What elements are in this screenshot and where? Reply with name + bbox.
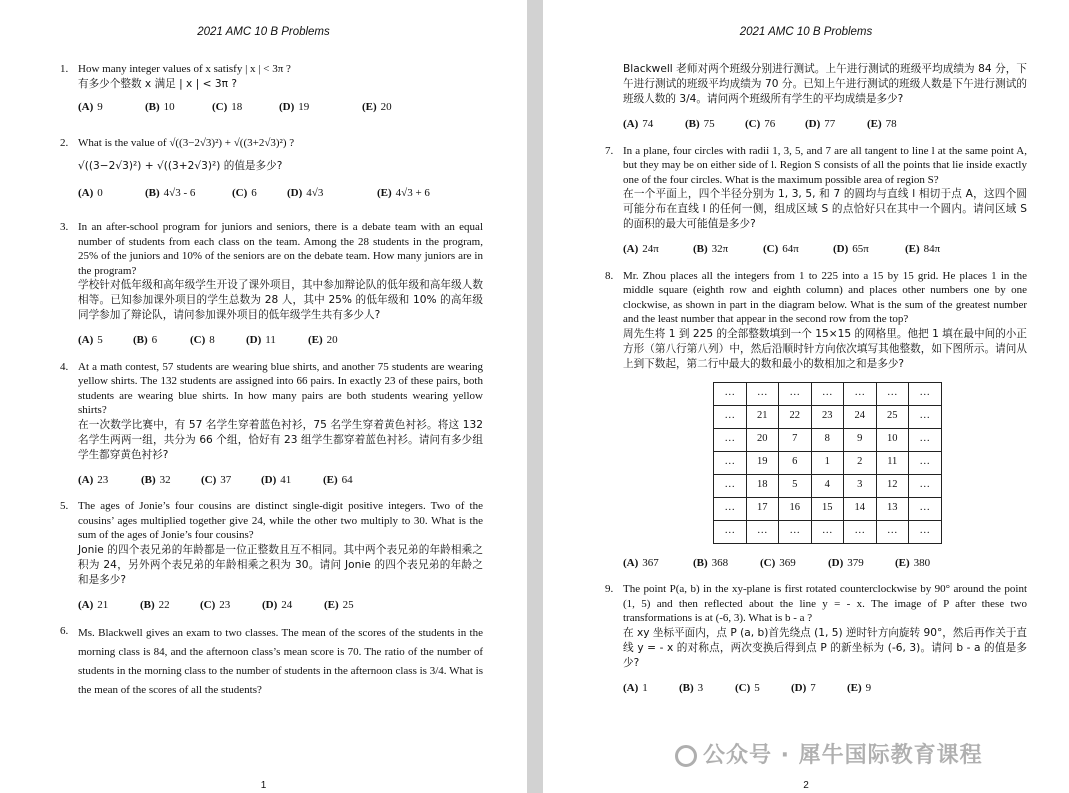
wechat-icon bbox=[675, 745, 697, 767]
grid-cell: … bbox=[779, 382, 812, 405]
choice-d: (D) 77 bbox=[805, 118, 836, 130]
problem-6-continued bbox=[605, 62, 1027, 132]
grid-cell: … bbox=[909, 405, 942, 428]
problem-number: 6. bbox=[60, 625, 69, 637]
problem-number: 5. bbox=[60, 500, 69, 512]
grid-cell: … bbox=[876, 520, 909, 543]
choice-e: (E) 4√3 + 6 bbox=[377, 186, 430, 199]
problem-text-zh: 在一个平面上，四个半径分别为 1, 3, 5, 和 7 的圆均与直线 l 相切于点 A，这四个圆可能分布在直线 l 的任何一侧，组成区域 S 的点恰好只在其中一个圆内。请问区域 S 的面积的最大可能值是多少? bbox=[623, 188, 1027, 230]
answer-choices bbox=[78, 473, 483, 488]
grid-cell: 2 bbox=[844, 451, 877, 474]
choice-b: (B) 22 bbox=[140, 598, 170, 611]
grid-cell: … bbox=[714, 474, 747, 497]
choice-e: (E) 78 bbox=[867, 118, 897, 130]
answer-choices bbox=[78, 100, 483, 115]
choice-c: (C) 64π bbox=[763, 243, 799, 255]
grid-cell: 19 bbox=[746, 451, 779, 474]
problem-6 bbox=[60, 624, 483, 700]
grid-cell: … bbox=[714, 497, 747, 520]
grid-cell: … bbox=[779, 520, 812, 543]
grid-cell: … bbox=[746, 520, 779, 543]
problem-text-zh: 学校针对低年级和高年级学生开设了课外项目，其中参加辩论队的低年级和高年级人数相等。已知参加课外项目的学生总数为 28 人，其中 25% 的低年级和 10% 的高年级同学参加了辩论队，请问参加课外项目的低年级学生共有多少人? bbox=[78, 279, 483, 321]
choice-e: (E) 20 bbox=[362, 100, 392, 113]
choice-e: (E) 20 bbox=[308, 334, 338, 346]
choice-d: (D) 19 bbox=[279, 100, 310, 113]
page-number: 1 bbox=[260, 780, 267, 791]
grid-cell: … bbox=[714, 520, 747, 543]
grid-cell: 25 bbox=[876, 405, 909, 428]
choice-b: (B) 32 bbox=[141, 473, 171, 486]
grid-cell: 5 bbox=[779, 474, 812, 497]
problem-text-zh: 周先生将 1 到 225 的全部整数填到一个 15×15 的网格里。他把 1 填在最中间的小正方形（第八行第八列）中，然后沿顺时针方向依次填写其他整数，如下图所示。请问从上到下数起，第二行中最大的数和最小的数相加之和是多少? bbox=[623, 327, 1027, 370]
choice-b: (B) 368 bbox=[693, 556, 729, 569]
choice-a: (A) 5 bbox=[78, 334, 103, 346]
problem-5 bbox=[60, 499, 483, 612]
grid-cell: … bbox=[844, 382, 877, 405]
grid-cell: … bbox=[714, 428, 747, 451]
choice-b: (B) 32π bbox=[693, 243, 729, 255]
page-2-body bbox=[605, 62, 1027, 695]
grid-cell: 1 bbox=[811, 451, 844, 474]
choice-c: (C) 37 bbox=[201, 473, 232, 486]
grid-row bbox=[714, 474, 942, 497]
problem-text-en: At a math contest, 57 students are wearing blue shirts, and another 75 students are wearing yellow shirts. The 132 students are assigned into 66 pairs. In exactly 23 of these pairs, both students are wearing blue shirts. In how many pairs are both students wearing yellow shirts? bbox=[78, 360, 483, 416]
choice-b: (B) 10 bbox=[145, 100, 175, 113]
problem-number: 8. bbox=[605, 269, 614, 282]
problem-text-en: In a plane, four circles with radii 1, 3, 5, and 7 are all tangent to line l at the same point A, but they may be on either side of l. Region S consists of all the points that lie inside exactly one of the four circles. What is the maximum possible area of region S? bbox=[623, 144, 1027, 186]
page-1 bbox=[0, 0, 527, 793]
problem-4 bbox=[60, 360, 483, 488]
choice-b: (B) 75 bbox=[685, 118, 715, 130]
grid-cell: 7 bbox=[779, 428, 812, 451]
grid-cell: … bbox=[714, 382, 747, 405]
problem-text-en: How many integer values of x satisfy | x | < 3π ? bbox=[78, 63, 291, 75]
choice-a: (A) 9 bbox=[78, 100, 103, 113]
problem-text-zh: 在 xy 坐标平面内，点 P (a, b)首先绕点 (1, 5) 逆时针方向旋转 90°，然后再作关于直线 y = - x 的对称点，两次变换后得到点 P 的新坐标为 (-6, 3)。请问 b - a 的值是多少? bbox=[623, 626, 1028, 669]
choice-b: (B) 4√3 - 6 bbox=[145, 186, 196, 199]
choice-d: (D) 11 bbox=[246, 334, 276, 346]
choice-e: (E) 84π bbox=[905, 243, 941, 255]
problem-text-zh: Blackwell 老师对两个班级分别进行测试。上午进行测试的班级平均成绩为 84 分，下午进行测试的班级平均成绩为 70 分。已知上午进行测试的班级人数是下午进行测试的班级人数的 3/4。请问两个班级所有学生的平均成绩是多少? bbox=[623, 63, 1027, 105]
grid-cell: … bbox=[909, 474, 942, 497]
answer-choices bbox=[78, 186, 483, 201]
grid-cell: 24 bbox=[844, 405, 877, 428]
grid-cell: … bbox=[811, 520, 844, 543]
grid-cell: 18 bbox=[746, 474, 779, 497]
grid-row bbox=[714, 382, 942, 405]
answer-choices bbox=[623, 681, 1027, 696]
grid-cell: … bbox=[876, 382, 909, 405]
grid-cell: 8 bbox=[811, 428, 844, 451]
choice-e: (E) 25 bbox=[324, 598, 354, 611]
page-number: 2 bbox=[803, 780, 809, 791]
problem-number: 1. bbox=[60, 63, 69, 75]
grid-cell: 13 bbox=[876, 497, 909, 520]
grid-cell: 4 bbox=[811, 474, 844, 497]
grid-row bbox=[714, 428, 942, 451]
choice-c: (C) 23 bbox=[200, 598, 231, 611]
choice-d: (D) 24 bbox=[262, 598, 293, 611]
problem-8 bbox=[605, 269, 1027, 571]
grid-row bbox=[714, 451, 942, 474]
choice-d: (D) 4√3 bbox=[287, 186, 324, 199]
problem-1 bbox=[60, 62, 483, 114]
choice-d: (D) 7 bbox=[791, 681, 816, 694]
answer-choices bbox=[78, 598, 483, 613]
problem-number: 2. bbox=[60, 137, 69, 149]
problem-text-zh: 在一次数学比赛中，有 57 名学生穿着蓝色衬衫，75 名学生穿着黄色衬衫。将这 132 名学生两两一组，共分为 66 个组，恰好有 23 组学生都穿着蓝色衬衫。请问有多少组学生都穿黄色衬衫? bbox=[78, 418, 483, 461]
problem-number: 3. bbox=[60, 221, 69, 233]
grid-row bbox=[714, 520, 942, 543]
choice-c: (C) 5 bbox=[735, 681, 760, 694]
choice-a: (A) 24π bbox=[623, 243, 659, 255]
spiral-number-grid bbox=[713, 382, 942, 544]
choice-d: (D) 379 bbox=[828, 556, 864, 569]
choice-a: (A) 21 bbox=[78, 598, 109, 611]
choice-d: (D) 65π bbox=[833, 243, 869, 255]
problem-number: 7. bbox=[605, 144, 614, 157]
grid-cell: 3 bbox=[844, 474, 877, 497]
choice-d: (D) 41 bbox=[261, 473, 292, 486]
problem-7 bbox=[605, 144, 1027, 257]
watermark: 公众号 · 犀牛国际教育课程 bbox=[675, 738, 983, 769]
grid-row bbox=[714, 405, 942, 428]
choice-b: (B) 6 bbox=[133, 334, 158, 346]
grid-cell: … bbox=[909, 520, 942, 543]
problem-number: 4. bbox=[60, 360, 69, 373]
problem-text-en: Mr. Zhou places all the integers from 1 to 225 into a 15 by 15 grid. He places 1 in the middle square (eighth row and eighth column) and places other numbers one by one clockwise, as shown in part in the diagram below. What is the sum of the greatest number and the least number that appear in the second row from the top? bbox=[623, 269, 1027, 325]
choice-a: (A) 1 bbox=[623, 681, 648, 694]
grid-cell: … bbox=[909, 382, 942, 405]
choice-a: (A) 0 bbox=[78, 186, 103, 199]
grid-cell: 14 bbox=[844, 497, 877, 520]
grid-cell: 16 bbox=[779, 497, 812, 520]
choice-c: (C) 6 bbox=[232, 186, 257, 199]
answer-choices bbox=[623, 117, 1027, 132]
grid-cell: … bbox=[746, 382, 779, 405]
problem-text-en: What is the value of √((3−2√3)²) + √((3+2√3)²) ? bbox=[78, 137, 295, 149]
choice-c: (C) 76 bbox=[745, 118, 776, 130]
problem-text-en: The ages of Jonie’s four cousins are distinct single-digit positive integers. Two of the cousins’ ages multiplied together give 24, while the other two multiply to 30. What is the sum of the ages of Jonie’s four cousins? bbox=[78, 500, 483, 541]
grid-cell: 23 bbox=[811, 405, 844, 428]
choice-c: (C) 18 bbox=[212, 100, 243, 113]
running-header: 2021 AMC 10 B Problems bbox=[197, 26, 330, 38]
choice-b: (B) 3 bbox=[679, 681, 704, 694]
problem-text-en: Ms. Blackwell gives an exam to two classes. The mean of the scores of the students in the morning class is 84, and the afternoon class’s mean score is 70. The ratio of the number of students in the morning class to the number of students in the afternoon class is 3/4. What is the mean of the scores of all the students? bbox=[78, 627, 483, 696]
grid-cell: 6 bbox=[779, 451, 812, 474]
choice-c: (C) 8 bbox=[190, 334, 215, 346]
grid-cell: 11 bbox=[876, 451, 909, 474]
choice-e: (E) 9 bbox=[847, 681, 872, 694]
problem-2 bbox=[60, 136, 483, 200]
grid-cell: 22 bbox=[779, 405, 812, 428]
answer-choices bbox=[623, 242, 1027, 257]
problem-text-en: In an after-school program for juniors and seniors, there is a debate team with an equal number of students from each class on the team. Among the 28 students in the program, 25% of the juniors and 10% of the seniors are on the debate team. How many juniors are in the program? bbox=[78, 221, 483, 277]
problem-text-zh: Jonie 的四个表兄弟的年龄都是一位正整数且互不相同。其中两个表兄弟的年龄相乘之积为 24，另外两个表兄弟的年龄相乘之积为 30。请问 Jonie 的四个表兄弟的年龄之和是多少? bbox=[78, 543, 483, 586]
page-1-body bbox=[60, 62, 483, 700]
problem-3 bbox=[60, 220, 483, 348]
grid-cell: 12 bbox=[876, 474, 909, 497]
choice-a: (A) 23 bbox=[78, 473, 109, 486]
grid-cell: … bbox=[714, 451, 747, 474]
problem-9 bbox=[605, 582, 1027, 695]
grid-cell: … bbox=[714, 405, 747, 428]
choice-a: (A) 367 bbox=[623, 556, 659, 569]
running-header: 2021 AMC 10 B Problems bbox=[739, 26, 873, 38]
problem-text-en: The point P(a, b) in the xy-plane is first rotated counterclockwise by 90° around the point (1, 5) and then reflected about the line y = - x. The image of P after these two transformations is at (-6, 3). What is b - a ? bbox=[623, 583, 1027, 624]
grid-cell: … bbox=[909, 428, 942, 451]
choice-e: (E) 380 bbox=[895, 556, 931, 569]
grid-cell: 21 bbox=[746, 405, 779, 428]
problem-number: 9. bbox=[605, 583, 614, 595]
grid-cell: 10 bbox=[876, 428, 909, 451]
grid-cell: 15 bbox=[811, 497, 844, 520]
problem-text-zh: 有多少个整数 x 满足 | x | < 3π ? bbox=[78, 77, 237, 90]
answer-choices bbox=[623, 556, 1027, 571]
grid-cell: … bbox=[909, 497, 942, 520]
choice-e: (E) 64 bbox=[323, 473, 353, 486]
page-2 bbox=[543, 0, 1069, 793]
grid-cell: 17 bbox=[746, 497, 779, 520]
grid-cell: … bbox=[909, 451, 942, 474]
choice-a: (A) 74 bbox=[623, 118, 654, 130]
grid-row bbox=[714, 497, 942, 520]
grid-cell: 20 bbox=[746, 428, 779, 451]
grid-cell: … bbox=[811, 382, 844, 405]
grid-cell: 9 bbox=[844, 428, 877, 451]
page-gutter bbox=[527, 0, 543, 793]
answer-choices bbox=[78, 333, 483, 348]
grid-cell: … bbox=[844, 520, 877, 543]
choice-c: (C) 369 bbox=[760, 556, 796, 569]
problem-text-zh: √((3−2√3)²) + √((3+2√3)²) 的值是多少? bbox=[78, 159, 283, 172]
